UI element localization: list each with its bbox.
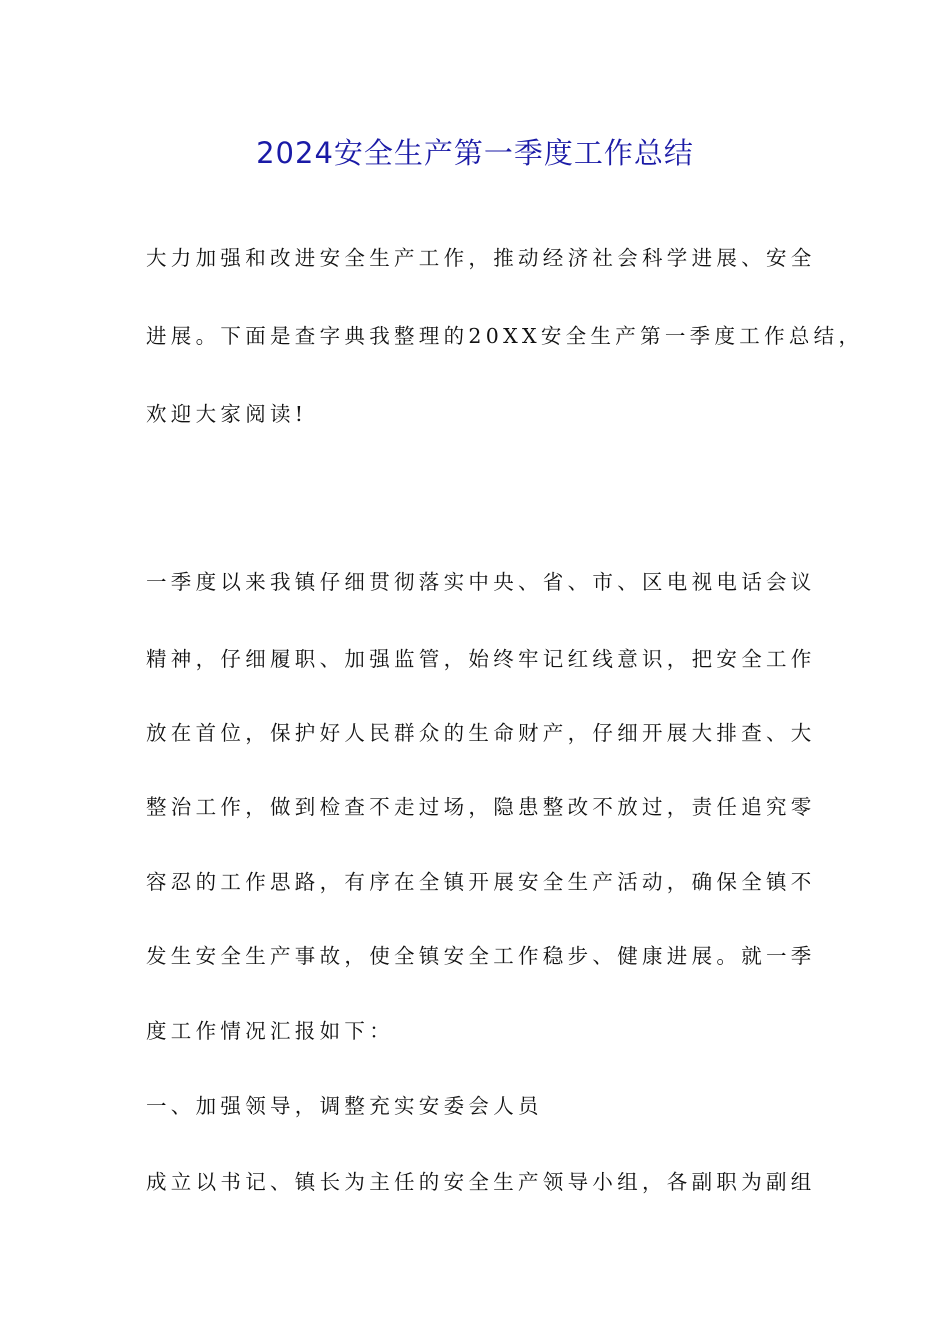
- body-line: 精神，仔细履职、加强监管，始终牢记红线意识，把安全工作: [146, 647, 816, 671]
- intro-line: 大力加强和改进安全生产工作，推动经济社会科学进展、安全: [146, 246, 816, 270]
- body-line: 发生安全生产事故，使全镇安全工作稳步、健康进展。就一季: [146, 944, 816, 968]
- intro-line: 欢迎大家阅读!: [146, 402, 308, 426]
- section-line: 成立以书记、镇长为主任的安全生产领导小组，各副职为副组: [146, 1170, 816, 1194]
- section-heading: 一、加强领导，调整充实安委会人员: [146, 1094, 543, 1118]
- document-title: 2024安全生产第一季度工作总结: [256, 136, 694, 170]
- body-line: 放在首位，保护好人民群众的生命财产，仔细开展大排查、大: [146, 721, 816, 745]
- body-line: 容忍的工作思路，有序在全镇开展安全生产活动，确保全镇不: [146, 870, 816, 894]
- body-line: 度工作情况汇报如下：: [146, 1019, 394, 1043]
- body-line: 整治工作，做到检查不走过场，隐患整改不放过，责任追究零: [146, 795, 816, 819]
- body-line: 一季度以来我镇仔细贯彻落实中央、省、市、区电视电话会议: [146, 570, 816, 594]
- intro-line: 进展。下面是查字典我整理的20XX安全生产第一季度工作总结，: [146, 324, 864, 348]
